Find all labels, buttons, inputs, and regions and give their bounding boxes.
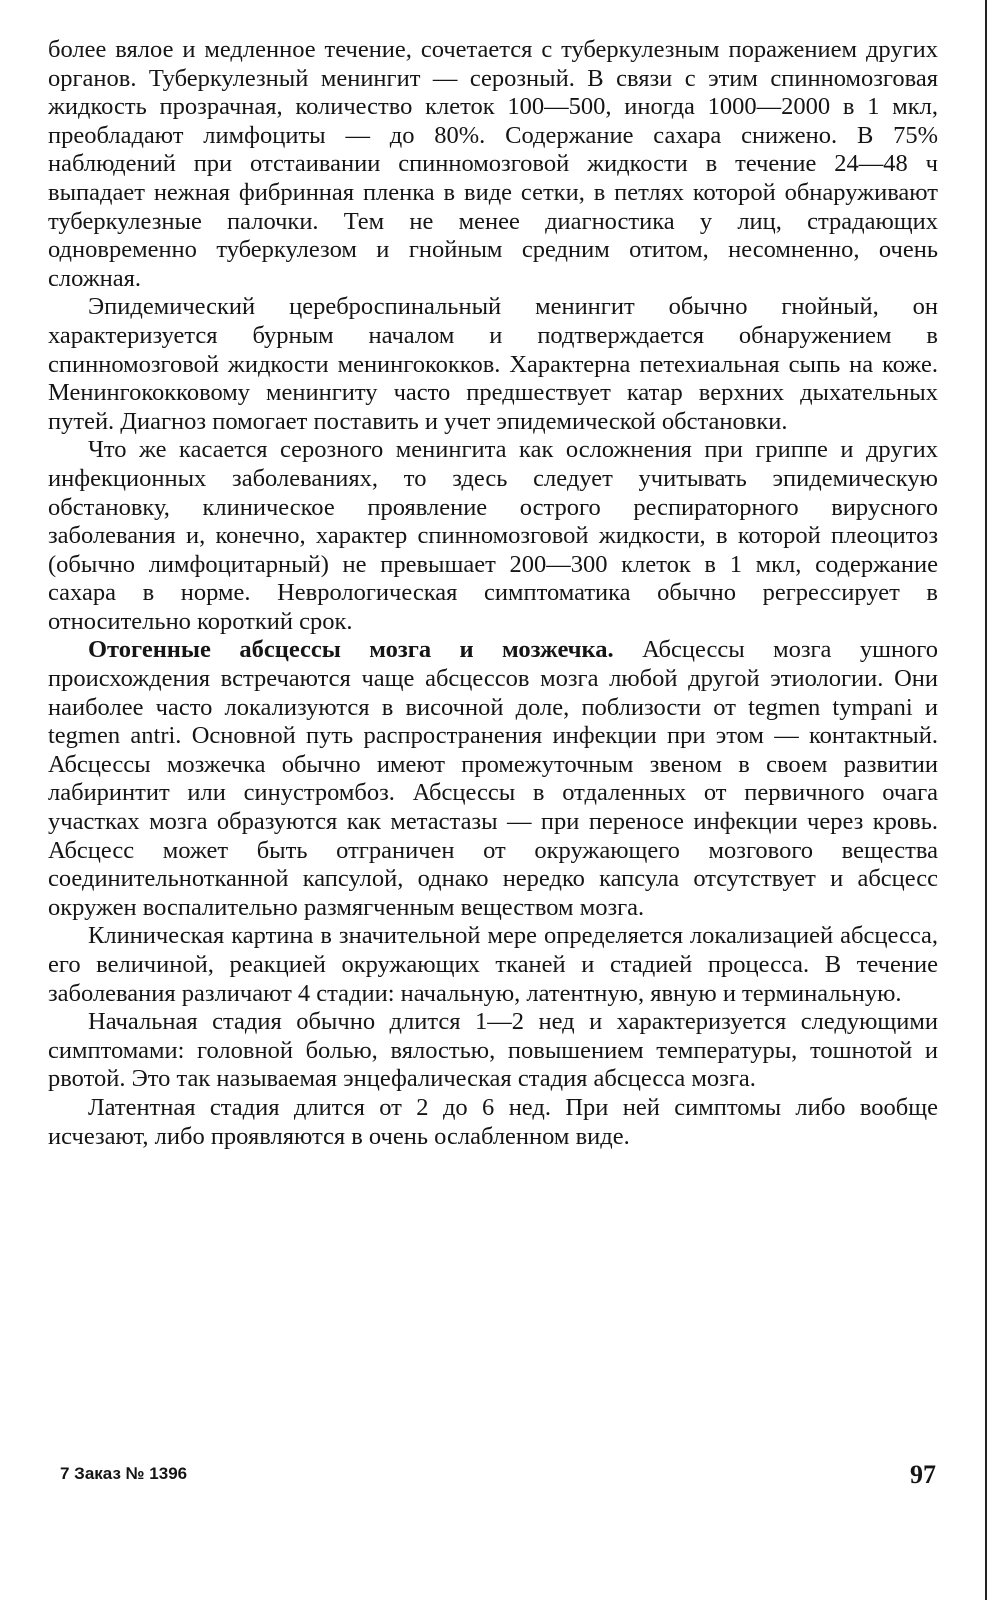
page-edge-line — [985, 0, 987, 1600]
page-body — [48, 36, 938, 1151]
section-heading: Отогенные абсцессы мозга и мозжечка. — [88, 636, 614, 664]
paragraph-serous-meningitis: Что же касается серозного менингита как осложнения при гриппе и других инфекционных заболеваниях, то здесь следует учитывать эпидемическую обстановку, клиническое проявление острого респираторного вирусного заболевания и, конечно, характер спинномозговой жидкости, в которой плеоцитоз (обычно лимфоцитарный) не превышает 200—300 клеток в 1 мкл, содержание сахара в норме. Неврологическая симптоматика обычно регрессирует в относительно короткий срок. — [48, 436, 938, 635]
paragraph-clinical-picture: Клиническая картина в значительной мере определяется локализацией абсцесса, его величиной, реакцией окружающих тканей и стадией процесса. В течение заболевания различают 4 стадии: начальную, латентную, явную и терминальную. — [48, 922, 938, 1007]
paragraph-initial-stage: Начальная стадия обычно длится 1—2 нед и характеризуется следующими симптомами: головной болью, вялостью, повышением температуры, тошнотой и рвотой. Это так называемая энцефалическая стадия абсцесса мозга. — [48, 1008, 938, 1093]
paragraph-tuberculous-meningitis: более вялое и медленное течение, сочетается с туберкулезным поражением других органов. Туберкулезный менингит — серозный. В связи с этим спинномозговая жидкость прозрачная, количество клеток 100—500, иногда 1000—2000 в 1 мкл, преобладают лимфоциты — до 80%. Содержание сахара снижено. В 75% наблюдений при отстаивании спинномозговой жидкости в течение 24—48 ч выпадает нежная фибринная пленка в виде сетки, в петлях которой обнаруживают туберкулезные палочки. Тем не менее диагностика у лиц, страдающих одновременно туберкулезом и гнойным средним отитом, несомненно, очень сложная. — [48, 36, 938, 292]
page-number: 97 — [910, 1460, 936, 1489]
paragraph-epidemic-meningitis: Эпидемический цереброспинальный менингит обычно гнойный, он характеризуется бурным началом и подтверждается обнаружением в спинномозговой жидкости менингококков. Характерна петехиальная сыпь на коже. Менингококковому менингиту часто предшествует катар верхних дыхательных путей. Диагноз помогает поставить и учет эпидемической обстановки. — [48, 293, 938, 435]
paragraph-otogenic-abscess — [48, 636, 938, 922]
paragraph-otogenic-abscess-text: Абсцессы мозга ушного происхождения встречаются чаще абсцессов мозга любой другой этиологии. Они наиболее часто локализуются в височной доле, поблизости от tegmen tympani и tegmen antri. Основной путь распространения инфекции при этом — контактный. Абсцессы мозжечка обычно имеют промежуточным звеном в своем развитии лабиринтит или синустромбоз. Абсцессы в отдаленных от первичного очага участках мозга образуются как метастазы — при переносе инфекции через кровь. Абсцесс может быть отграничен от окружающего мозгового вещества соединительнотканной капсулой, однако нередко капсула отсутствует и абсцесс окружен воспалительно размягченным веществом мозга. — [48, 636, 938, 921]
printer-signature: 7 Заказ № 1396 — [60, 1464, 188, 1483]
paragraph-latent-stage: Латентная стадия длится от 2 до 6 нед. При ней симптомы либо вообще исчезают, либо проявляются в очень ослабленном виде. — [48, 1093, 938, 1150]
page-footer — [60, 1460, 940, 1490]
